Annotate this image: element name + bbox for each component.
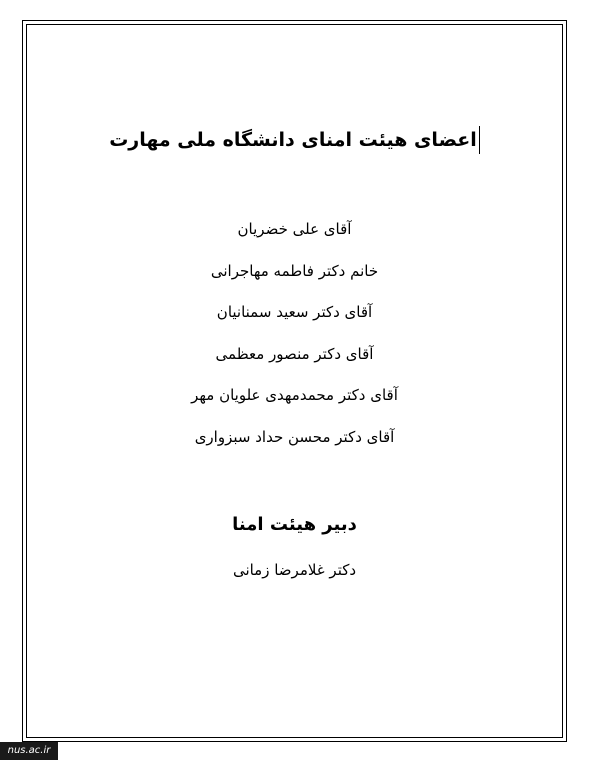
secretary-heading: دبیر هیئت امنا bbox=[232, 514, 357, 535]
site-watermark-badge: nus.ac.ir bbox=[0, 742, 58, 760]
board-member-3: آقای دکتر سعید سمنانیان bbox=[216, 303, 373, 321]
board-member-5: آقای دکتر محمدمهدی علویان مهر bbox=[191, 386, 398, 404]
board-member-6: آقای دکتر محسن حداد سبزواری bbox=[194, 427, 395, 446]
document-page bbox=[26, 24, 563, 738]
board-member-4: آقای دکتر منصور معظمی bbox=[215, 344, 374, 363]
document-title bbox=[26, 126, 563, 154]
secretary-name: دکتر غلامرضا زمانی bbox=[232, 561, 357, 579]
board-member-2: خانم دکتر فاطمه مهاجرانی bbox=[210, 261, 379, 280]
board-members-list bbox=[26, 216, 563, 465]
document-title-text: اعضای هیئت امنای دانشگاه ملی مهارت bbox=[109, 126, 480, 154]
board-member-1: آقای علی خضریان bbox=[237, 220, 352, 238]
